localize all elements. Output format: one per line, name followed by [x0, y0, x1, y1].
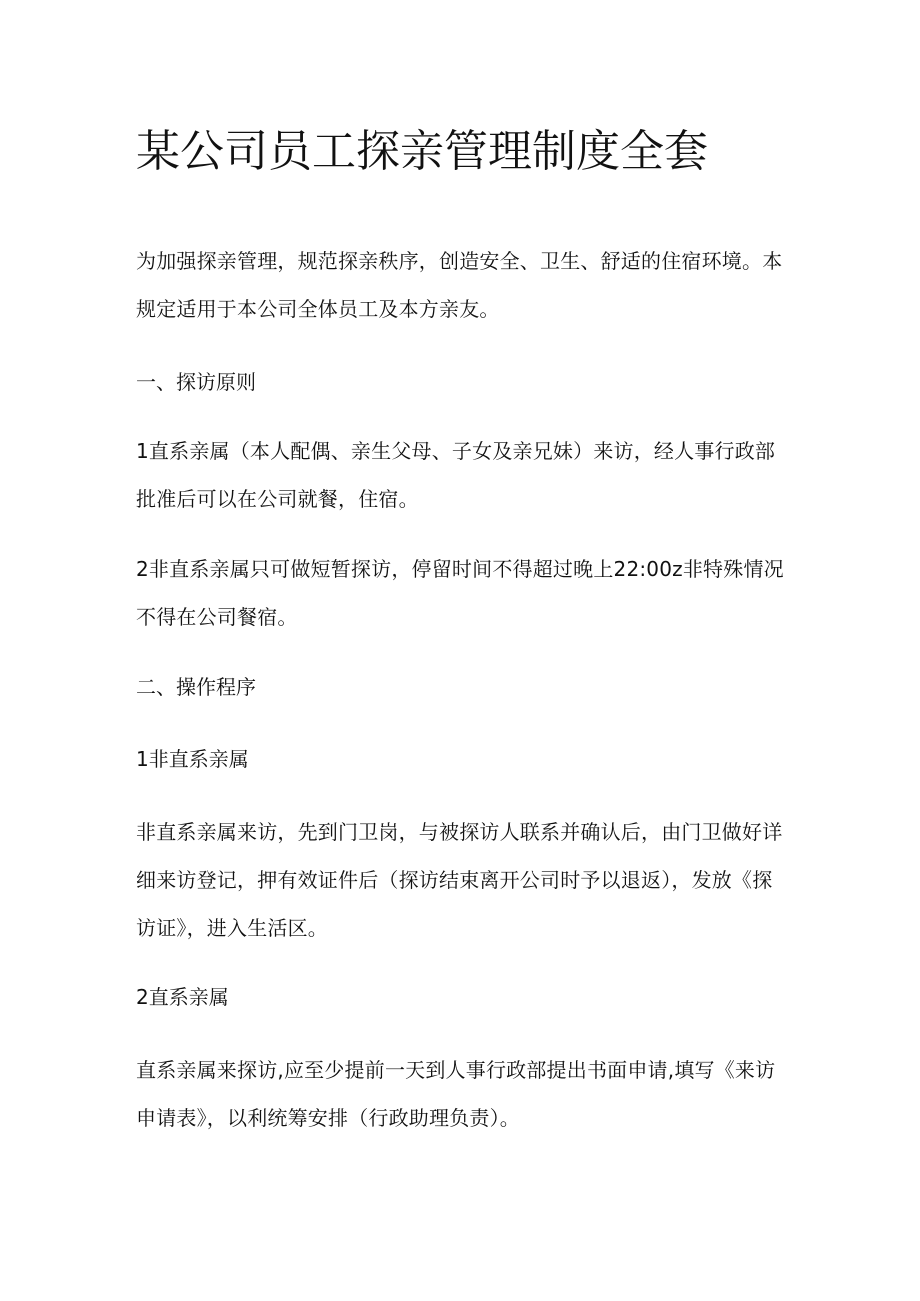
subsection-heading-non-direct: 1非直系亲属: [136, 747, 249, 771]
principle-item-1: 1直系亲属（本人配偶、亲生父母、子女及亲兄妹）来访，经人事行政部批准后可以在公司就餐，住宿。: [136, 439, 776, 511]
document-title: 某公司员工探亲管理制度全套: [136, 126, 708, 177]
section-heading-principles: 一、探访原则: [136, 370, 256, 394]
direct-relatives-paragraph: 直系亲属来探访,应至少提前一天到人事行政部提出书面申请,填写《来访申请表》，以利统筹安排（行政助理负责）。: [136, 1058, 776, 1130]
subsection-heading-direct: 2直系亲属: [136, 985, 229, 1009]
non-direct-relatives-paragraph: 非直系亲属来访，先到门卫岗，与被探访人联系并确认后，由门卫做好详细来访登记，押有效证件后（探访结束离开公司时予以退返），发放《探访证》，进入生活区。: [136, 820, 783, 940]
section-heading-procedure: 二、操作程序: [136, 675, 256, 699]
intro-paragraph: 为加强探亲管理，规范探亲秩序，创造安全、卫生、舒适的住宿环境。本规定适用于本公司全体员工及本方亲友。: [136, 249, 783, 321]
principle-item-2: 2非直系亲属只可做短暂探访，停留时间不得超过晚上22:00z非特殊情况不得在公司餐宿。: [136, 557, 784, 629]
